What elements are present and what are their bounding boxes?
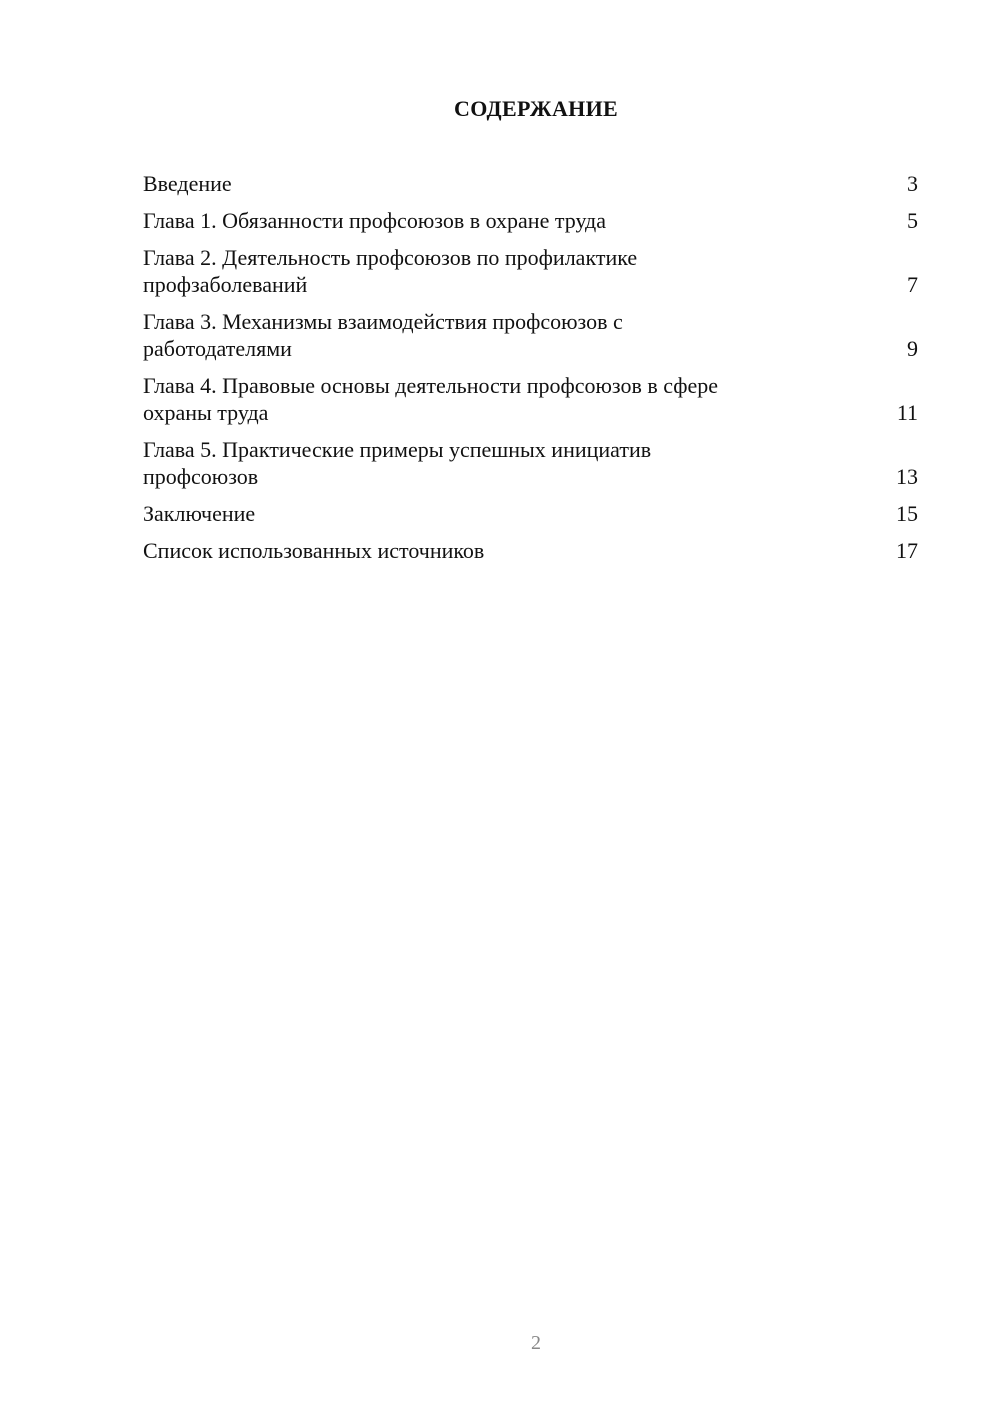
toc-entry-page-number: 5 (907, 208, 918, 233)
toc-entry-chapter-1 (143, 207, 918, 234)
toc-entry-page-number: 15 (896, 501, 918, 526)
toc-entry-label: Глава 4. Правовые основы деятельности профсоюзов в сфере охраны труда (143, 373, 719, 425)
toc-entry-label: Глава 2. Деятельность профсоюзов по профилактике профзаболеваний (143, 245, 638, 297)
toc-entry-page-number: 9 (907, 336, 918, 361)
toc-entry-page-number: 3 (907, 171, 918, 196)
toc-entry-chapter-3 (143, 308, 918, 362)
toc-entry-chapter-2 (143, 244, 918, 298)
toc-entry-label: Список использованных источников (143, 538, 485, 563)
toc-entry-page-number: 7 (907, 272, 918, 297)
toc-entry-label: Заключение (143, 501, 256, 526)
toc-entry-page-number: 13 (896, 464, 918, 489)
toc-entry-label: Введение (143, 171, 232, 196)
toc-entry-references (143, 537, 918, 564)
toc-entry-introduction (143, 170, 918, 197)
page-footer-number: 2 (531, 1332, 541, 1354)
toc-entry-label: Глава 1. Обязанности профсоюзов в охране труда (143, 208, 607, 233)
toc-entry-page-number: 17 (896, 538, 918, 563)
toc-entry-label: Глава 3. Механизмы взаимодействия профсоюзов с работодателями (143, 309, 623, 361)
toc-entry-chapter-4 (143, 372, 918, 426)
table-of-contents (143, 170, 918, 574)
toc-entry-conclusion (143, 500, 918, 527)
page-title: СОДЕРЖАНИЕ (454, 96, 618, 121)
toc-entry-chapter-5 (143, 436, 918, 490)
toc-entry-page-number: 11 (896, 400, 918, 425)
toc-entry-label: Глава 5. Практические примеры успешных инициатив профсоюзов (143, 437, 652, 489)
